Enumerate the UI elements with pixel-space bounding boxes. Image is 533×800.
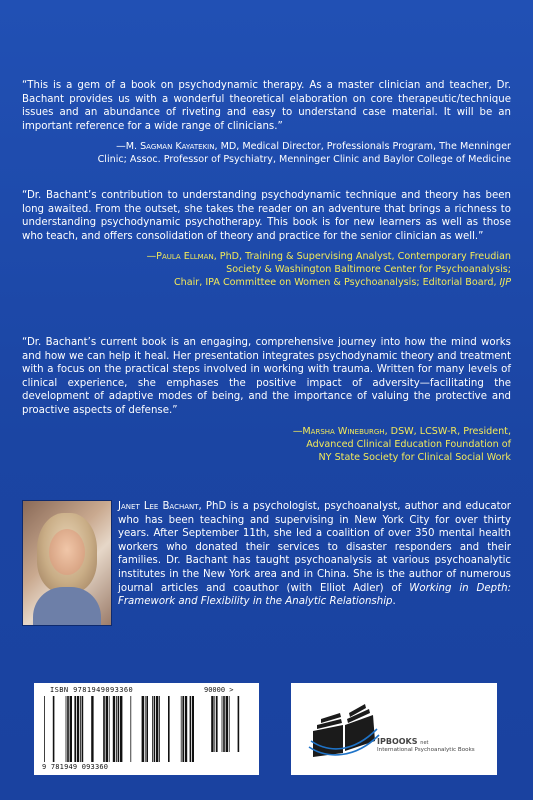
endorsement-quote-3	[22, 336, 511, 464]
quote-attribution: —M. Sagman Kayatekin, MD, Medical Director, Professionals Program, The Menninger Clinic; Assoc. Professor of Psychiatry, Menninger Clinic and Baylor College of Medicine	[97, 141, 511, 166]
quote-text: “Dr. Bachant’s contribution to understanding psychodynamic technique and theory has been long awaited. From the outset, she takes the reader on an adventure that brings a richness to understanding psychodynamic psychotherapy. This book is for new learners as well as those who teach, and offers consolidation of theory and practice for the senior clinician as well.”	[22, 190, 511, 242]
publisher-name: IPBOOKS	[377, 737, 418, 746]
author-name: Janet Lee Bachant	[118, 501, 199, 512]
endorser-name: —Paula Ellman	[146, 251, 214, 263]
author-bio: Janet Lee Bachant, PhD is a psychologist, psychoanalyst, author and educator who has been teaching and supervising in New York City for over thirty years. After September 11th, she led a coalition of over 350 mental health workers who donated their services to disaster responders and their families. Dr. Bachant has taught psychoanalysis at various psychoanalytic institutes in the New York area and in China. She is the author of numerous journal articles and coauthor (with Elliot Adler) of Working in Depth: Framework and Flexibility in the Analytic Relationship.	[118, 501, 512, 608]
publisher-subtitle: International Psychoanalytic Books	[377, 747, 475, 753]
quote-text: “Dr. Bachant’s current book is an engaging, comprehensive journey into how the mind works and how we can help it heal. Her presentation integrates psychodynamic theory and treatment with a focus on the practical steps involved in working with trauma. Written for many levels of clinical experience, she emphases the positive impact of adversity—facilitating the development of adaptive modes of being, and the importance of valuing the protective and proactive aspects of defense.”	[22, 337, 511, 416]
book-title: Working in Depth: Framework and Flexibility in the Analytic Relationship	[118, 582, 512, 608]
endorser-name: —M. Sagman Kayatekin	[116, 141, 215, 153]
addon-barcode-bars	[204, 696, 248, 752]
endorser-name: —Marsha Wineburgh	[292, 425, 385, 437]
endorsement-quote-1	[22, 79, 511, 166]
ean-digits: 9 781949 093360	[42, 763, 109, 771]
publisher-logo: IPBOOKS net International Psychoanalytic Books	[291, 683, 497, 775]
isbn-label: ISBN 9781949093360	[50, 686, 134, 694]
author-photo	[22, 500, 112, 626]
open-book-icon	[307, 695, 381, 761]
quote-attribution: —Marsha Wineburgh, DSW, LCSW-R, President, Advanced Clinical Education Foundation of NY State Society for Clinical Social Work	[292, 425, 511, 463]
isbn-barcode	[34, 683, 259, 775]
quote-text: “This is a gem of a book on psychodynamic therapy. As a master clinician and teacher, Dr. Bachant provides us with a wonderful theoretical elaboration on core therapeutic/technique issues and an abundance of riveting and easy to understand case material. It will be an important reference for a wide range of clinicians.”	[22, 80, 511, 132]
endorsement-quote-2	[22, 189, 511, 289]
price-addon-code: 90000 >	[204, 686, 234, 694]
barcode-bars	[44, 696, 194, 762]
quote-attribution: —Paula Ellman, PhD, Training & Supervising Analyst, Contemporary Freudian Society & Washington Baltimore Center for Psychoanalysis; Chair, IPA Committee on Women & Psychoanalysis; Editorial Board, IJP	[146, 251, 511, 289]
